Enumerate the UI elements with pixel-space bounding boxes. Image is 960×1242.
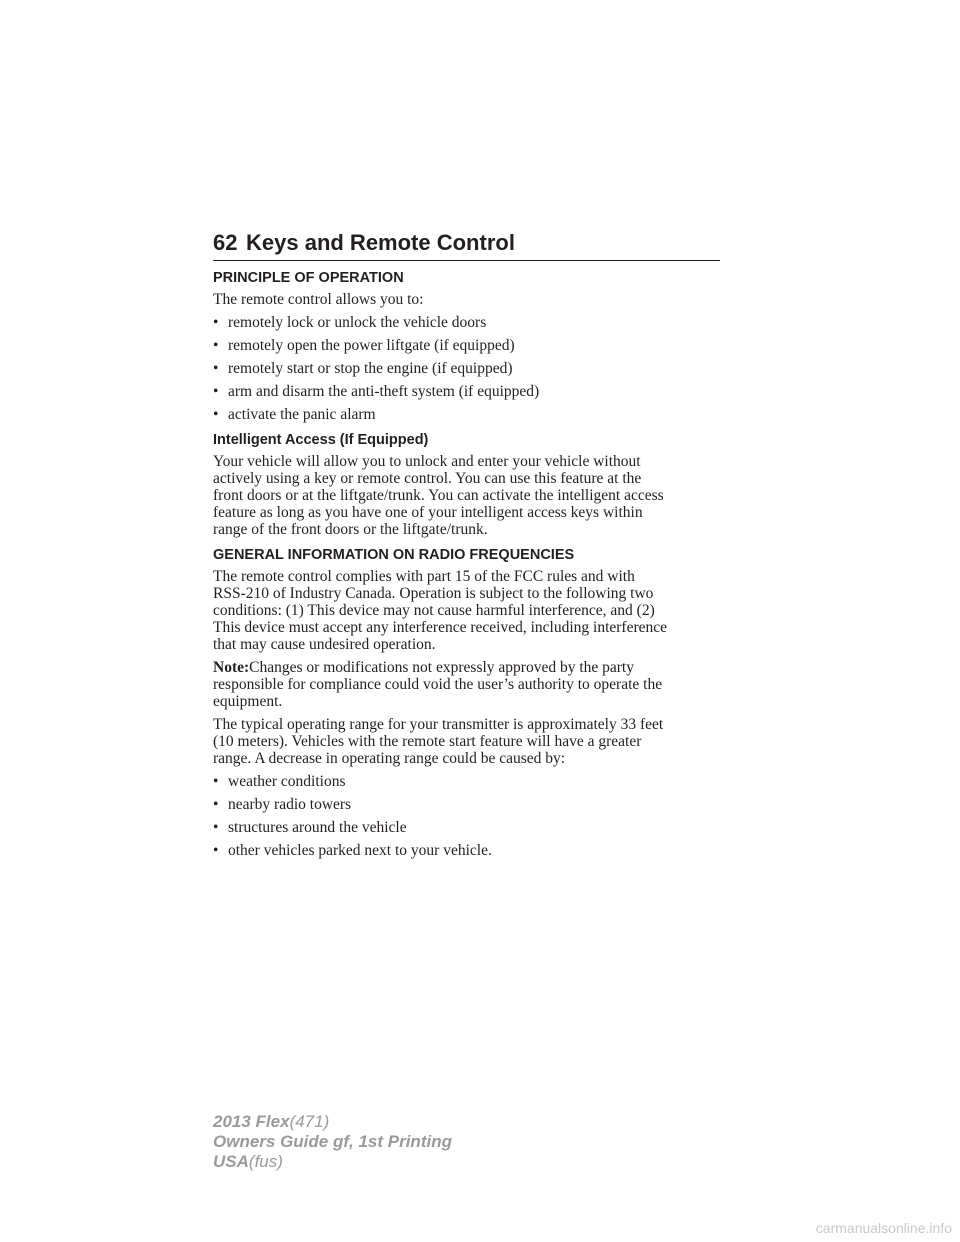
paragraph-line: RSS-210 of Industry Canada. Operation is subject to the following two xyxy=(213,585,654,602)
principle-intro: The remote control allows you to: xyxy=(213,291,424,308)
paragraph-line: feature as long as you have one of your intelligent access keys within xyxy=(213,504,643,521)
list-item xyxy=(213,842,723,859)
list-item-text: nearby radio towers xyxy=(228,796,352,813)
page-content xyxy=(213,269,723,859)
note-label: Note: xyxy=(213,659,250,676)
paragraph-line: conditions: (1) This device may not cause harmful interference, and (2) xyxy=(213,602,655,619)
list-item-text: remotely open the power liftgate (if equipped) xyxy=(228,337,515,354)
list-item xyxy=(213,406,723,423)
footer-model-code: (471) xyxy=(289,1112,330,1131)
list-item-text: activate the panic alarm xyxy=(228,406,376,423)
footer-market-line xyxy=(213,1152,452,1172)
bullet-icon: • xyxy=(213,383,219,400)
footer-market-code: (fus) xyxy=(248,1152,283,1171)
paragraph-line: Your vehicle will allow you to unlock and enter your vehicle without xyxy=(213,453,641,470)
list-item xyxy=(213,314,723,331)
note-paragraph xyxy=(213,659,723,710)
paragraph-line: actively using a key or remote control. You can use this feature at the xyxy=(213,470,642,487)
page-footer xyxy=(213,1112,452,1172)
principle-bullet-list xyxy=(213,314,723,423)
bullet-icon: • xyxy=(213,819,219,836)
list-item xyxy=(213,773,723,790)
bullet-icon: • xyxy=(213,773,219,790)
list-item-text: remotely lock or unlock the vehicle doors xyxy=(228,314,487,331)
bullet-icon: • xyxy=(213,406,219,423)
footer-market: USA xyxy=(213,1152,249,1171)
list-item-text: arm and disarm the anti-theft system (if equipped) xyxy=(228,383,540,400)
range-factors-bullet-list xyxy=(213,773,723,859)
list-item-text: weather conditions xyxy=(228,773,346,790)
section-heading-intelligent-access: Intelligent Access (If Equipped) xyxy=(213,432,429,448)
bullet-icon: • xyxy=(213,314,219,331)
paragraph-line: The typical operating range for your transmitter is approximately 33 feet xyxy=(213,716,664,733)
paragraph-line: range of the front doors or the liftgate/trunk. xyxy=(213,521,488,538)
paragraph-line: that may cause undesired operation. xyxy=(213,636,436,653)
note-text: Changes or modifications not expressly approved by the party xyxy=(249,659,634,676)
list-item xyxy=(213,796,723,813)
paragraph-line: responsible for compliance could void the user’s authority to operate the xyxy=(213,676,663,693)
paragraph-line: equipment. xyxy=(213,693,283,710)
paragraph-line xyxy=(213,659,723,676)
list-item xyxy=(213,360,723,377)
bullet-icon: • xyxy=(213,842,219,859)
list-item-text: structures around the vehicle xyxy=(228,819,407,836)
radio-compliance-paragraph xyxy=(213,568,723,653)
watermark-text: carmanualsonline.info xyxy=(815,1220,952,1236)
paragraph-line: front doors or at the liftgate/trunk. You can activate the intelligent access xyxy=(213,487,664,504)
list-item-text: other vehicles parked next to your vehicle. xyxy=(228,842,492,859)
list-item-text: remotely start or stop the engine (if equipped) xyxy=(228,360,513,377)
paragraph-line: The remote control complies with part 15 of the FCC rules and with xyxy=(213,568,635,585)
section-heading-principle: PRINCIPLE OF OPERATION xyxy=(213,270,404,286)
paragraph-line: This device must accept any interference received, including interference xyxy=(213,619,668,636)
footer-model: 2013 Flex xyxy=(213,1112,290,1131)
list-item xyxy=(213,383,723,400)
list-item xyxy=(213,337,723,354)
footer-guide-line: Owners Guide gf, 1st Printing xyxy=(213,1132,452,1151)
page-header xyxy=(213,230,720,261)
paragraph-line: (10 meters). Vehicles with the remote start feature will have a greater xyxy=(213,733,642,750)
bullet-icon: • xyxy=(213,796,219,813)
intelligent-access-paragraph xyxy=(213,453,723,538)
paragraph-line: range. A decrease in operating range could be caused by: xyxy=(213,750,566,767)
list-item xyxy=(213,819,723,836)
section-heading-radio: GENERAL INFORMATION ON RADIO FREQUENCIES xyxy=(213,547,575,563)
bullet-icon: • xyxy=(213,337,219,354)
bullet-icon: • xyxy=(213,360,219,377)
chapter-title: Keys and Remote Control xyxy=(246,230,515,255)
footer-model-line xyxy=(213,1112,452,1132)
page-number: 62 xyxy=(213,230,238,255)
range-paragraph xyxy=(213,716,723,767)
